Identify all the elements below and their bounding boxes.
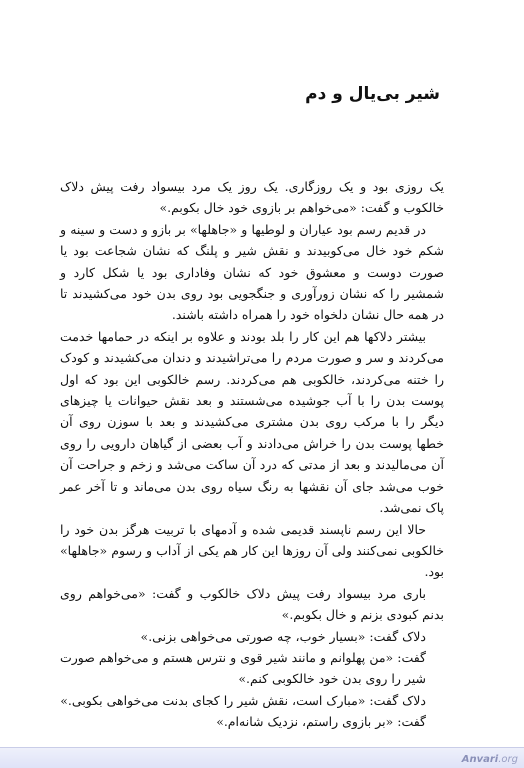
paragraph-4: حالا این رسم ناپسند قدیمی شده و آدمهای با تربیت هرگز بدن خود را خالکوبی نمی‌کنند ولی آن روزها این کار هم یکی از آداب و رسوم «جاهلها» بود. — [60, 521, 444, 580]
story-title: شیر بی‌یال و دم — [305, 84, 440, 104]
paragraph-2: در قدیم رسم بود عیاران و لوطیها و «جاهلها» بر بازو و دست و سینه و شکم خود خال می‌کوبیدند و نقش شیر و پلنگ که نشان شجاعت بود یا صورت دوست و معشوق خود که نشان وفاداری بود یا شکل کارد و شمشیر را که نشان زورآوری و جنگجویی بود روی بدن خود می‌کشیدند تا در همه حال نشان دلخواه خود را همراه داشته باشند. — [60, 221, 444, 323]
paragraph-5: باری مرد بیسواد رفت پیش دلاک خالکوب و گفت: «می‌خواهم روی بدنم کبودی بزنم و خال بکوبم.» — [60, 585, 444, 623]
story-body — [60, 176, 444, 733]
watermark-brand: Anvari — [461, 754, 499, 765]
dialog-line-4: گفت: «بر بازوی راستم، نزدیک شانه‌ام.» — [216, 714, 426, 730]
paragraph-1: یک روزی بود و یک روزگاری. یک روز یک مرد بیسواد رفت پیش دلاک خالکوب و گفت: «می‌خواهم بر بازوی خود خال بکوبم.» — [60, 179, 444, 216]
watermark-suffix: .org — [498, 754, 518, 765]
paragraph-3: بیشتر دلاکها هم این کار را بلد بودند و علاوه بر اینکه در حمامها خدمت می‌کردند و سر و صورت مردم را می‌تراشیدند و دندان می‌کشیدند و کودک را ختنه می‌کردند، خالکوبی هم می‌کردند. رسم خالکوبی این بود که اول پوست بدن را با آب جوشیده می‌شستند و بعد نقش حیوانات یا چیزهای دیگر را با مرکب روی بدن مشتری می‌کشیدند و بعد با سوزن روی آن خطها پوست بدن را خراش می‌دادند و آب بعضی از گیاهان دارویی را روی آن می‌مالیدند و بعد از مدتی که درد آن ساکت می‌شد و زخم و جراحت آن خوب می‌شد جای آن نقشها به رنگ سیاه روی بدن می‌ماند و تا آخر عمر پاک نمی‌شد. — [60, 328, 444, 516]
footer-bar — [0, 747, 524, 768]
dialog-line-3: دلاک گفت: «مبارک است، نقش شیر را کجای بدنت می‌خواهی بکوبی.» — [60, 692, 426, 708]
dialog-line-2: گفت: «من پهلوانم و مانند شیر قوی و نترس هستم و می‌خواهم صورت شیر را روی بدن خود خالکوبی کنم.» — [60, 649, 426, 687]
dialog-line-1: دلاک گفت: «بسیار خوب، چه صورتی می‌خواهی بزنی.» — [140, 628, 426, 644]
watermark-logo — [462, 754, 518, 765]
